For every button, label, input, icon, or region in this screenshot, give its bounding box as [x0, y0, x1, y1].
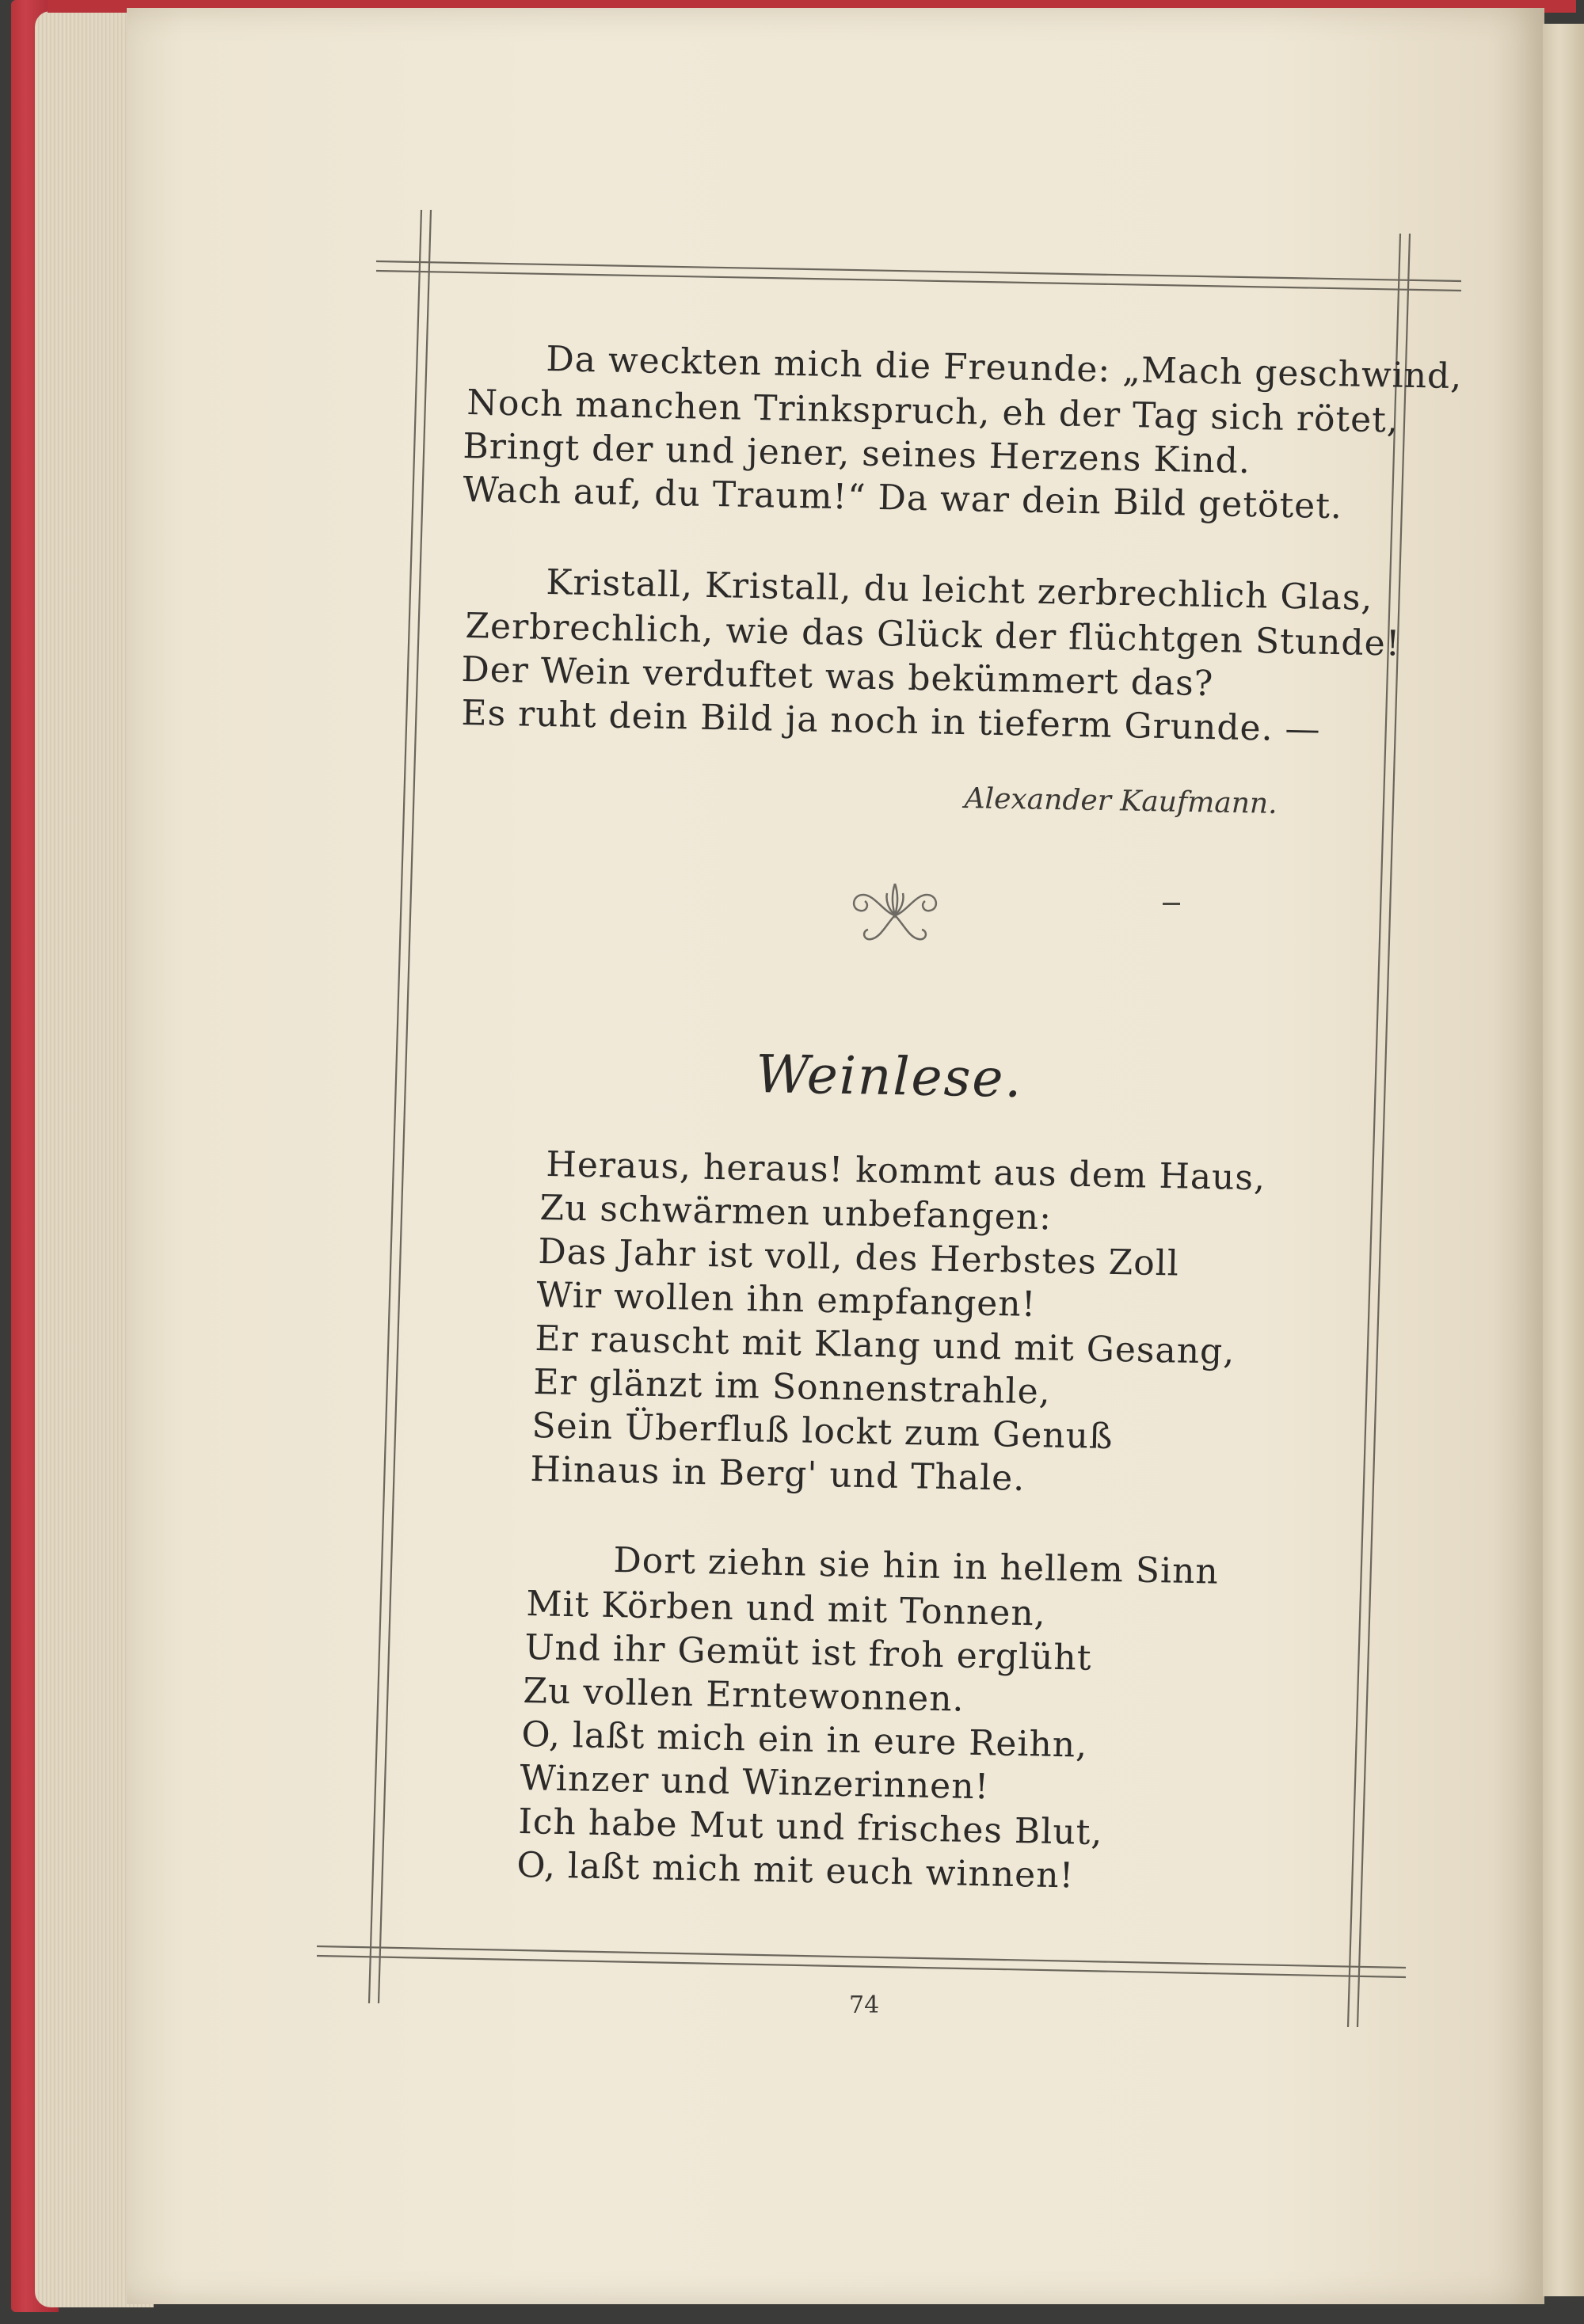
- verse-line: Noch manchen Trinkspruch, eh der Tag sich rötet,: [466, 382, 1399, 441]
- flourish-ornament-icon: [840, 877, 950, 957]
- page-number: 74: [849, 1991, 880, 2019]
- author-signature: Alexander Kaufmann.: [964, 782, 1278, 820]
- verse-line: Mit Körben und mit Tonnen,: [526, 1584, 1047, 1634]
- verse-line: Der Wein verduftet was bekümmert das?: [461, 649, 1214, 705]
- verse-line: O, laßt mich mit euch winnen!: [516, 1845, 1075, 1896]
- verse-line: Kristall, Kristall, du leicht zerbrechlich Glas,: [546, 562, 1373, 619]
- verse-line: Zu schwärmen unbefangen:: [539, 1188, 1053, 1238]
- verse-line: Er rauscht mit Klang und mit Gesang,: [535, 1318, 1236, 1372]
- verse-line: Da weckten mich die Freunde: „Mach geschwind,: [546, 339, 1463, 397]
- verse-line: Sein Überfluß lockt zum Genuß: [531, 1405, 1114, 1458]
- verse-line: Wir wollen ihn empfangen!: [536, 1275, 1037, 1326]
- verse-line: Bringt der und jener, seines Herzens Kind.: [463, 426, 1251, 482]
- verse-line: Wach auf, du Traum!“ Da war dein Bild getötet.: [463, 470, 1343, 527]
- verse-line: Es ruht dein Bild ja noch in tieferm Grunde. —: [461, 693, 1322, 750]
- verse-line: Zerbrechlich, wie das Glück der flüchtgen Stunde!: [465, 606, 1401, 664]
- verse-line: Winzer und Winzerinnen!: [520, 1758, 990, 1808]
- verse-line: Heraus, heraus! kommt aus dem Haus,: [546, 1144, 1266, 1199]
- verse-line: Zu vollen Erntewonnen.: [523, 1671, 965, 1720]
- verse-line: O, laßt mich ein in eure Reihn,: [521, 1714, 1088, 1766]
- small-dash-mark: [1163, 903, 1180, 905]
- poem-title: Weinlese.: [755, 1044, 1024, 1109]
- verse-line: Ich habe Mut und frisches Blut,: [518, 1801, 1103, 1854]
- verse-line: Dort ziehn sie hin in hellem Sinn: [613, 1540, 1220, 1592]
- verse-line: Hinaus in Berg' und Thale.: [530, 1449, 1026, 1499]
- verse-line: Und ihr Gemüt ist froh erglüht: [524, 1627, 1092, 1679]
- verse-line: Das Jahr ist voll, des Herbstes Zoll: [538, 1231, 1180, 1284]
- verse-line: Er glänzt im Sonnenstrahle,: [533, 1362, 1052, 1413]
